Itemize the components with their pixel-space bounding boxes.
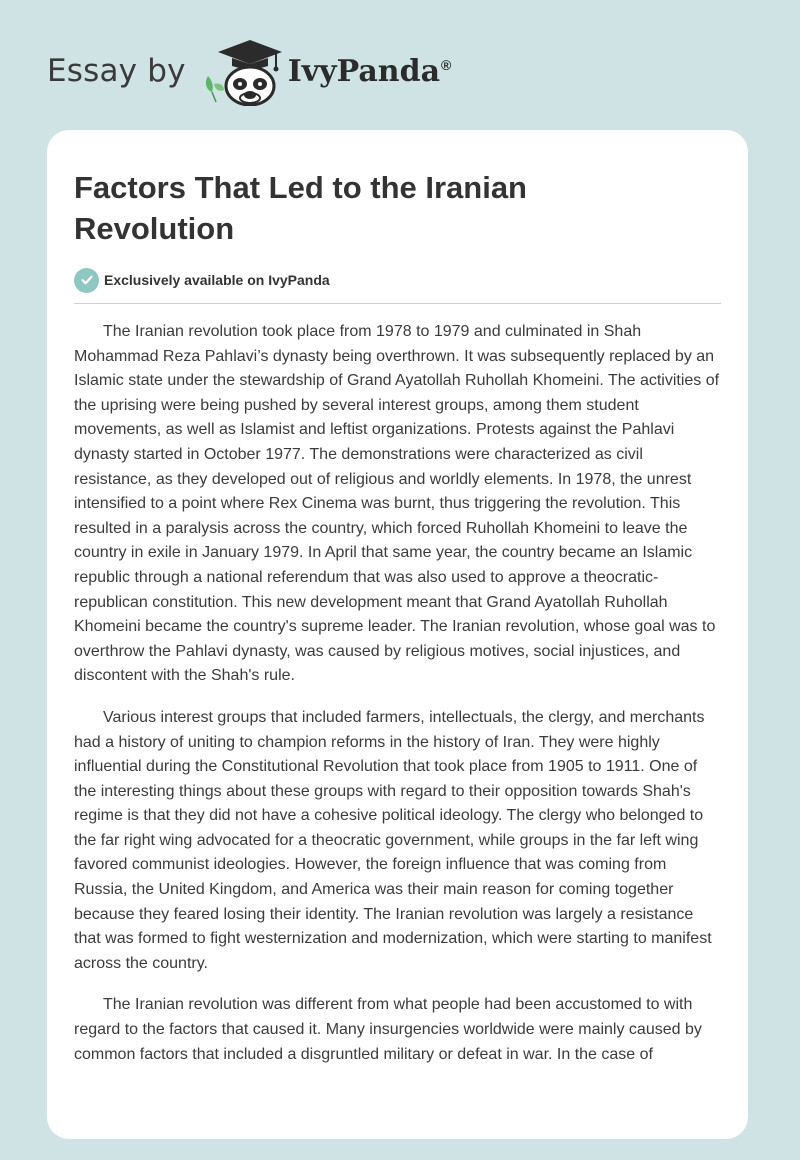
- paragraph: The Iranian revolution was different from what people had been accustomed to with regard to the factors that caused it. Many insurgencies worldwide were mainly caused by common factors that included a disgruntled military or defeat in war. In the case of: [74, 996, 702, 1063]
- brand-prefix: Essay by: [47, 53, 186, 89]
- brand-name[interactable]: IvyPanda®: [287, 53, 452, 89]
- paragraph: The Iranian revolution took place from 1978 to 1979 and culminated in Shah Mohammad Reza Pahlavi’s dynasty being overthrown. It was subsequently replaced by an Islamic state under the stewardship of Grand Ayatollah Ruhollah Khomeini. The activities of the uprising were being pushed by several interest groups, among them student movements, as well as Islamist and leftist organizations. Protests against the Pahlavi dynasty started in October 1977. The demonstrations were characterized as civil resistance, as they developed out of religious and worldly elements. In 1978, the unrest intensified to a point where Rex Cinema was burnt, thus triggering the revolution. This resulted in a paralysis across the country, which forced Ruhollah Khomeini to leave the country in exile in January 1979. In April that same year, the country became an Islamic republic through a national referendum that was also used to approve a theocratic-republican constitution. This new development meant that Grand Ayatollah Ruhollah Khomeini became the country's supreme leader. The Iranian revolution, whose goal was to overthrow the Pahlavi dynasty, was caused by religious motives, social injustices, and discontent with the Shah's rule.: [74, 323, 720, 685]
- paragraph: Various interest groups that included farmers, intellectuals, the clergy, and merchants had a history of uniting to champion reforms in the history of Iran. They were highly influential during the Constitutional Revolution that took place from 1905 to 1911. One of the interesting things about these groups with regard to their opposition towards Shah's regime is that they did not have a cohesive political ideology. The clergy who belonged to the far right wing advocated for a theocratic government, while groups in the far left wing favored communist ideologies. However, the foreign influence that was coming from Russia, the United Kingdom, and America was their main reason for coming together because they feared losing their identity. The Iranian revolution was largely a resistance that was formed to fight westernization and modernization, which were starting to manifest across the country.: [74, 708, 712, 972]
- registered-mark: ®: [441, 56, 452, 73]
- panda-graduate-logo-icon[interactable]: [200, 36, 286, 106]
- site-header: [47, 36, 451, 106]
- checkmark-icon: [74, 268, 99, 293]
- article-body: [74, 320, 721, 1067]
- article-title: Factors That Led to the Iranian Revolution: [74, 170, 527, 246]
- leaf-icon: [206, 76, 224, 102]
- article-card: [47, 130, 748, 1139]
- divider: [74, 303, 721, 304]
- exclusive-badge-label: Exclusively available on IvyPanda: [104, 272, 330, 288]
- exclusive-badge: [74, 267, 721, 293]
